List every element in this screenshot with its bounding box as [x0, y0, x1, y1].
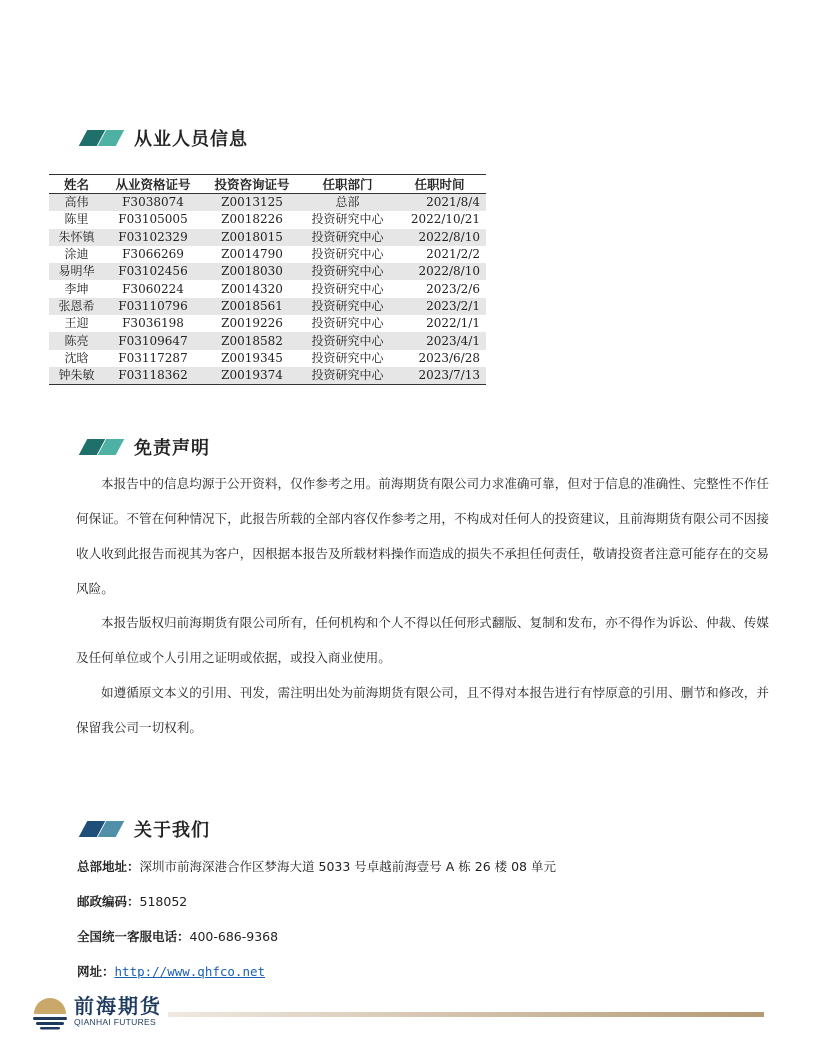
cell-name: 高伟: [49, 194, 104, 212]
cell-start-date: 2023/2/6: [426, 281, 480, 296]
table-row: [49, 229, 486, 246]
cell-start-date: 2021/2/2: [426, 247, 480, 262]
disclaimer-paragraph-2: [76, 605, 769, 675]
table-row: [49, 350, 486, 367]
cell-name: 张恩希: [49, 298, 104, 315]
cell-department: 投资研究中心: [302, 367, 393, 385]
cell-qualification-no: F03105005: [118, 212, 188, 227]
cell-consulting-no: Z0018582: [202, 332, 302, 349]
table-row: [49, 367, 486, 385]
cell-department: 投资研究中心: [302, 332, 393, 349]
about-section-heading: [78, 817, 210, 841]
website-link[interactable]: http://www.qhfco.net: [114, 964, 266, 979]
disclaimer-section-title: 免责声明: [134, 438, 210, 459]
cell-consulting-no: Z0019374: [202, 367, 302, 385]
website-label: 网址：: [77, 964, 115, 979]
table-row: [49, 280, 486, 297]
cell-consulting-no: Z0019226: [221, 316, 283, 331]
cell-start-date: 2021/8/4: [393, 194, 486, 212]
logo-english-name: QIANHAI FUTURES: [74, 1017, 156, 1027]
table-row: [49, 211, 486, 228]
disclaimer-text-1: 本报告中的信息均源于公开资料，仅作参考之用。前海期货有限公司力求准确可靠，但对于信息的准确性、完整性不作任何保证。不管在何种情况下，此报告所载的全部内容仅作参考之用，不构成对任何人的投资建议，且前海期货有限公司不因接收人收到此报告而视其为客户，因根据本报告及所载材料操作而造成的损失不承担任何责任，敬请投资者注意可能存在的交易风险。: [76, 476, 769, 596]
cell-department: 总部: [302, 194, 393, 212]
cell-start-date: 2023/6/28: [418, 350, 480, 365]
about-section-title: 关于我们: [134, 820, 210, 841]
cell-consulting-no: Z0018561: [202, 298, 302, 315]
header-start-date: 任职时间: [393, 175, 486, 194]
header-department: 任职部门: [302, 175, 393, 194]
phone-line: [77, 927, 278, 945]
heading-decor-icon: [78, 821, 124, 837]
disclaimer-text-2: 本报告版权归前海期货有限公司所有，任何机构和个人不得以任何形式翻版、复制和发布，亦不得作为诉讼、仲裁、传媒及任何单位或个人引用之证明或依据，或投入商业使用。: [76, 615, 769, 665]
header-qualification-no: 从业资格证号: [104, 175, 202, 194]
cell-department: 投资研究中心: [311, 350, 384, 365]
cell-start-date: 2023/4/1: [393, 332, 486, 349]
postcode-line: [77, 892, 187, 910]
cell-start-date: 2022/8/10: [393, 263, 486, 280]
cell-qualification-no: F03109647: [104, 332, 202, 349]
address-label: 总部地址：: [77, 859, 140, 874]
cell-start-date: 2022/8/10: [393, 229, 486, 246]
footer-divider: [168, 1012, 764, 1017]
cell-consulting-no: Z0018226: [221, 212, 283, 227]
address-value: 深圳市前海深港合作区梦海大道 5033 号卓越前海壹号 A 栋 26 楼 08 单元: [139, 859, 556, 874]
cell-consulting-no: Z0014790: [221, 247, 283, 262]
company-logo: [30, 992, 162, 1030]
cell-name: 沈晗: [64, 350, 89, 365]
header-name: 姓名: [49, 175, 104, 194]
heading-decor-icon: [78, 439, 124, 455]
header-consulting-no: 投资咨询证号: [202, 175, 302, 194]
cell-start-date: 2022/1/1: [426, 316, 480, 331]
postcode-label: 邮政编码：: [77, 894, 140, 909]
table-row: [49, 332, 486, 349]
cell-name: 陈里: [64, 212, 89, 227]
logo-chinese-name: 前海期货: [74, 994, 162, 1018]
cell-consulting-no: Z0013125: [202, 194, 302, 212]
table-row: [49, 315, 486, 332]
postcode-value: 518052: [139, 894, 188, 909]
phone-value: 400-686-9368: [189, 929, 279, 944]
website-line: [77, 962, 265, 980]
cell-qualification-no: F03110796: [104, 298, 202, 315]
cell-name: 易明华: [49, 263, 104, 280]
cell-qualification-no: F3060224: [122, 281, 184, 296]
cell-consulting-no: Z0018015: [202, 229, 302, 246]
cell-department: 投资研究中心: [311, 247, 384, 262]
staff-section-heading: [78, 126, 248, 150]
table-row: [49, 298, 486, 315]
cell-start-date: 2023/2/1: [393, 298, 486, 315]
cell-consulting-no: Z0018030: [202, 263, 302, 280]
cell-name: 朱怀镇: [49, 229, 104, 246]
disclaimer-section-heading: [78, 435, 210, 459]
cell-consulting-no: Z0014320: [221, 281, 283, 296]
cell-qualification-no: F03102329: [104, 229, 202, 246]
cell-name: 涂迪: [64, 247, 89, 262]
disclaimer-paragraph-3: [76, 675, 769, 745]
address-line: [77, 857, 556, 875]
cell-department: 投资研究中心: [302, 229, 393, 246]
cell-qualification-no: F3066269: [122, 247, 184, 262]
sunrise-waves-icon: [30, 992, 70, 1030]
staff-section-title: 从业人员信息: [134, 129, 248, 150]
cell-start-date: 2022/10/21: [410, 212, 480, 227]
cell-consulting-no: Z0019345: [221, 350, 283, 365]
table-row: [49, 246, 486, 263]
cell-qualification-no: F3036198: [122, 316, 184, 331]
disclaimer-text-3: 如遵循原文本义的引用、刊发，需注明出处为前海期货有限公司，且不得对本报告进行有悖原意的引用、删节和修改，并保留我公司一切权利。: [76, 685, 769, 735]
table-row: [49, 194, 486, 212]
cell-department: 投资研究中心: [302, 298, 393, 315]
staff-table: [49, 174, 486, 385]
cell-qualification-no: F03118362: [104, 367, 202, 385]
cell-department: 投资研究中心: [302, 263, 393, 280]
cell-name: 陈亮: [49, 332, 104, 349]
disclaimer-paragraph-1: [76, 466, 769, 606]
table-header-row: [49, 175, 486, 194]
cell-department: 投资研究中心: [311, 316, 384, 331]
cell-department: 投资研究中心: [311, 212, 384, 227]
phone-label: 全国统一客服电话：: [77, 929, 190, 944]
cell-qualification-no: F03117287: [118, 350, 188, 365]
cell-department: 投资研究中心: [311, 281, 384, 296]
table-row: [49, 263, 486, 280]
cell-start-date: 2023/7/13: [393, 367, 486, 385]
cell-name: 王迎: [64, 316, 89, 331]
heading-decor-icon: [78, 130, 124, 146]
cell-name: 钟朱敏: [49, 367, 104, 385]
cell-qualification-no: F3038074: [104, 194, 202, 212]
cell-qualification-no: F03102456: [104, 263, 202, 280]
cell-name: 李坤: [64, 281, 89, 296]
